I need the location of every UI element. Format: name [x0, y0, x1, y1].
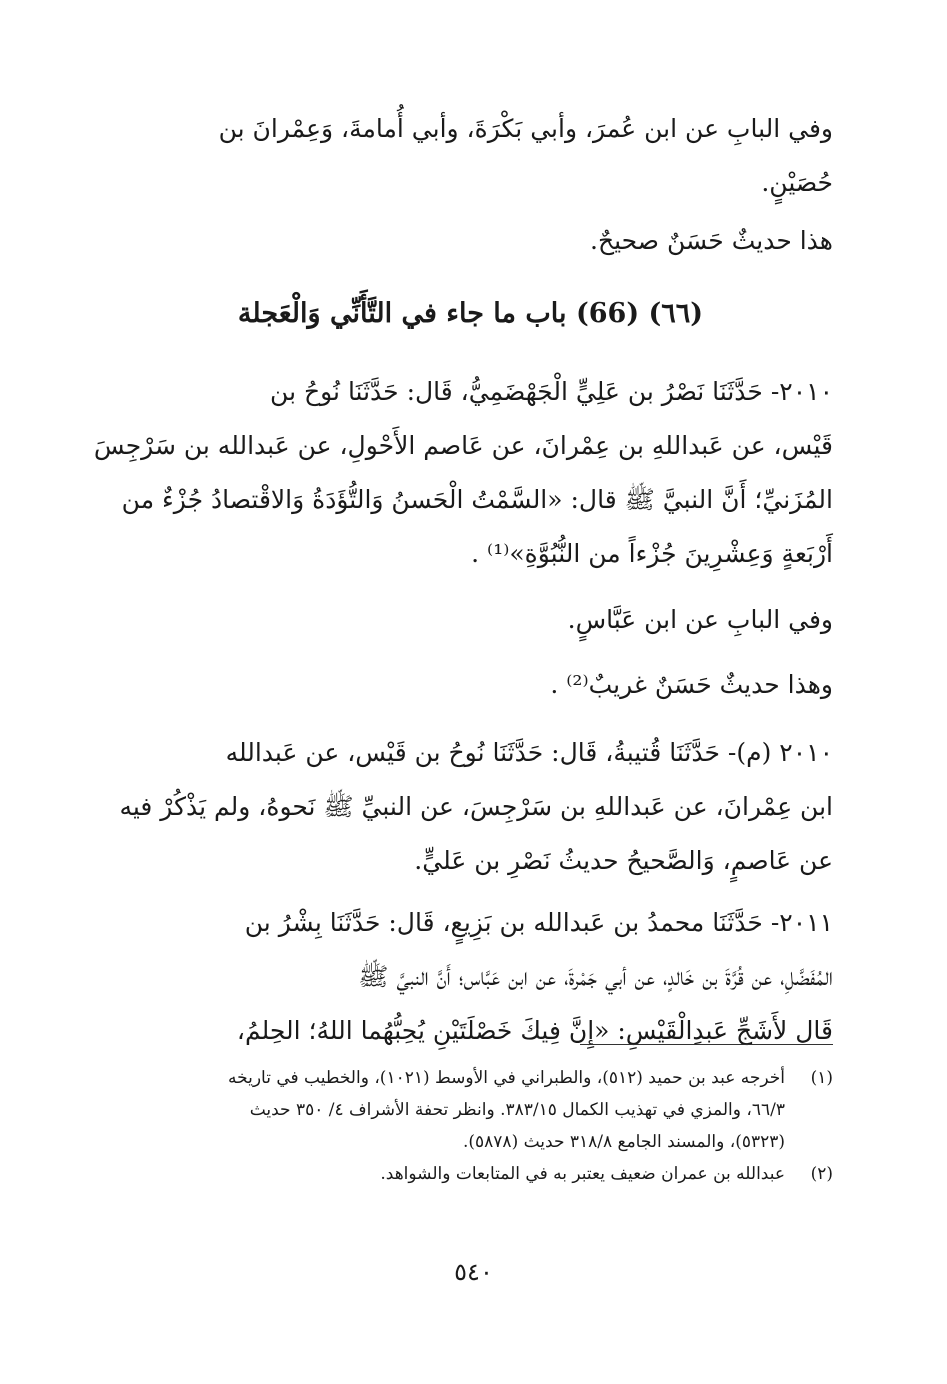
text-line: المُزَنيِّ؛ أَنَّ النبيَّ ﷺ قال: «السَّمْتُ الْحَسنُ وَالتُّؤَدَةُ وَالاقْتصادُ جُزْءٌ من [121, 485, 833, 514]
text-line: قَال لأَشَجِّ عَبدِالْقَيْسِ: «إِنَّ فِيكَ خَصْلَتَيْنِ يُحِبُّهُما اللهُ؛ الحِلمُ، [236, 1016, 833, 1045]
text-line: وفي البابِ عن ابن عَبَّاسٍ. [567, 605, 833, 634]
chapter-heading: (٦٦) (66) باب ما جاء في التَّأَنِّي وَالْعَجلة [237, 298, 704, 329]
text-line: وهذا حديثٌ حَسَنٌ غريبٌ⁽²⁾ . [550, 670, 833, 699]
hadith-2010 [93, 365, 833, 581]
paragraph-chapter-references-2 [108, 593, 833, 647]
text-line: المُفَضَّلِ، عن قُرَّةَ بن خَالدٍ، عن أبي جَمْرةَ، عن ابن عَبَّاس؛ أَنَّ النبيَّ ﷺ [358, 962, 833, 991]
footnote-line: عبدالله بن عمران ضعيف يعتبر به في المتابعات والشواهد. [380, 1164, 785, 1184]
footnote-number: (٢) [810, 1164, 833, 1184]
paragraph-chapter-references [108, 102, 833, 210]
text-line: أَرْبَعةٍ وَعِشْرِينَ جُزْءاً من النُّبُوَّةِ»⁽¹⁾ . [471, 539, 833, 568]
text-line: ٢٠١١- حَدَّثَنَا محمدُ بن عَبدالله بن بَزِيعٍ، قَال: حَدَّثَنَا بِشْرُ بن [244, 908, 833, 937]
text-line: قَيْس، عن عَبداللهِ بن عِمْرانَ، عن عَاصم الأَحْولِ، عن عَبدالله بن سَرْجِسَ [93, 431, 833, 460]
footnote-line: أخرجه عبد بن حميد (٥١٢)، والطبراني في الأوسط (١٠٢١)، والخطيب في تاريخه [228, 1068, 785, 1088]
paragraph-grading-2 [108, 658, 833, 712]
text-line: عن عَاصمٍ، وَالصَّحيحُ حديثُ نَصْرِ بن عَليٍّ. [414, 846, 833, 875]
footnotes [108, 1062, 833, 1190]
footnote-2 [108, 1158, 833, 1190]
text-line: ٢٠١٠ (م)- حَدَّثَنَا قُتيبةُ، قَال: حَدَّثَنَا نُوحُ بن قَيْس، عن عَبدالله [225, 738, 833, 767]
text-line: وفي البابِ عن ابن عُمرَ، وأبي بَكْرَةَ، وأبي أُمامةَ، وَعِمْرانَ بن [218, 114, 833, 143]
paragraph-grading [108, 214, 833, 268]
text-line: ابن عِمْرانَ، عن عَبداللهِ بن سَرْجِسَ، عن النبيِّ ﷺ نَحوهُ، ولم يَذْكُرْ فيه [119, 792, 833, 821]
footnote-divider [580, 1044, 833, 1045]
hadith-2011 [108, 896, 833, 1058]
text-line: ٢٠١٠- حَدَّثَنَا نَصْرُ بن عَلِيٍّ الْجَهْضَمِيُّ، قَال: حَدَّثَنَا نُوحُ بن [270, 377, 833, 406]
page-number: ٥٤٠ [454, 1258, 493, 1286]
footnote-number: (١) [810, 1068, 833, 1088]
hadith-2010-m [108, 726, 833, 888]
text-line: هذا حديثٌ حَسَنٌ صحيحٌ. [590, 226, 833, 255]
footnote-line: (٥٣٢٣)، والمسند الجامع ٣١٨/٨ حديث (٥٨٧٨). [462, 1132, 785, 1152]
footnote-line: ٦٦/٣، والمزي في تهذيب الكمال ٣٨٣/١٥. وانظر تحفة الأشراف ٤/ ٣٥٠ حديث [249, 1100, 785, 1120]
footnote-1 [108, 1062, 833, 1158]
text-line: حُصَيْنٍ. [761, 168, 833, 197]
